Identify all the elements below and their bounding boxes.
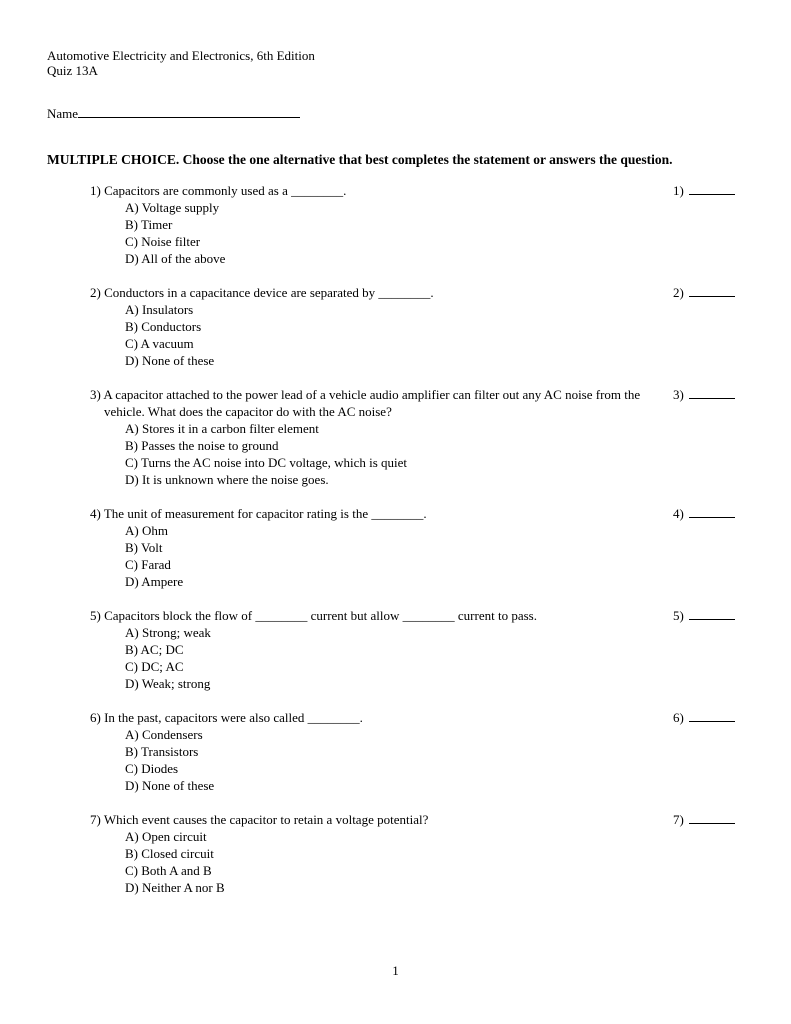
question-text [90,505,663,522]
choices-list [125,522,663,590]
question-body: Capacitors block the flow of ________ current but allow ________ current to pass. [104,608,537,623]
question-text [90,709,663,726]
choice: C) Turns the AC noise into DC voltage, which is quiet [125,455,408,470]
question-text [90,386,663,420]
choice: B) Transistors [125,744,199,759]
answer-blank[interactable] [689,284,735,297]
answer-number: 4) [673,506,684,521]
question-block [90,811,745,896]
question-body: The unit of measurement for capacitor rating is the ________. [103,506,427,521]
choice: C) Farad [125,557,171,572]
answer-number: 2) [673,285,684,300]
answer-area [673,386,745,488]
choice: D) Ampere [125,574,184,589]
answer-blank[interactable] [689,811,735,824]
choice: A) Strong; weak [125,625,211,640]
choice: A) Condensers [125,727,203,742]
choice: D) None of these [125,353,215,368]
question-left [90,607,673,692]
question-left [90,505,673,590]
answer-blank[interactable] [689,386,735,399]
question-block [90,505,745,590]
answer-number: 5) [673,608,684,623]
question-number: 3) [90,387,101,402]
choice: C) Diodes [125,761,179,776]
choices-list [125,420,663,488]
page-number: 1 [392,963,399,978]
choice: C) DC; AC [125,659,184,674]
question-block [90,607,745,692]
choice: A) Insulators [125,302,194,317]
choice: B) Closed circuit [125,846,214,861]
question-body: In the past, capacitors were also called ________. [104,710,363,725]
question-number: 5) [90,608,101,623]
choice: D) All of the above [125,251,226,266]
question-left [90,811,673,896]
question-body: Conductors in a capacitance device are separated by ________. [104,285,434,300]
question-body: A capacitor attached to the power lead of a vehicle audio amplifier can filter out any AC noise from the vehicle. What does the capacitor do with the AC noise? [103,387,641,419]
answer-area [673,505,745,590]
answer-number: 6) [673,710,684,725]
choice: A) Stores it in a carbon filter element [125,421,319,436]
answer-blank[interactable] [689,182,735,195]
question-body: Capacitors are commonly used as a ________. [104,183,347,198]
choice: A) Voltage supply [125,200,220,215]
choice: D) Neither A nor B [125,880,225,895]
question-text [90,607,663,624]
question-text [90,811,663,828]
choice: B) Passes the noise to ground [125,438,279,453]
question-number: 6) [90,710,101,725]
question-left [90,284,673,369]
choice: B) Volt [125,540,163,555]
answer-area [673,811,745,896]
question-left [90,709,673,794]
answer-area [673,607,745,692]
question-block [90,386,745,488]
choice: C) A vacuum [125,336,194,351]
question-text [90,182,663,199]
answer-blank[interactable] [689,505,735,518]
answer-number: 1) [673,183,684,198]
question-text [90,284,663,301]
answer-blank[interactable] [689,709,735,722]
answer-number: 7) [673,812,684,827]
choice: B) Timer [125,217,173,232]
choice: C) Both A and B [125,863,212,878]
answer-area [673,182,745,267]
question-number: 4) [90,506,101,521]
question-block [90,709,745,794]
question-number: 7) [90,812,101,827]
answer-number: 3) [673,387,684,402]
quiz-number: Quiz 13A [47,63,98,78]
choices-list [125,624,663,692]
answer-area [673,284,745,369]
answer-blank[interactable] [689,607,735,620]
choice: D) It is unknown where the noise goes. [125,472,329,487]
document-title: Automotive Electricity and Electronics, 6th Edition [47,48,315,63]
questions-list [47,182,745,896]
choices-list [125,726,663,794]
question-number: 2) [90,285,101,300]
choice: C) Noise filter [125,234,201,249]
choice: D) Weak; strong [125,676,211,691]
choices-list [125,828,663,896]
question-body: Which event causes the capacitor to retain a voltage potential? [103,812,429,827]
choice: A) Ohm [125,523,168,538]
section-instruction: MULTIPLE CHOICE. Choose the one alternative that best completes the statement or answers the question. [47,152,673,167]
choices-list [125,199,663,267]
choices-list [125,301,663,369]
answer-area [673,709,745,794]
question-number: 1) [90,183,101,198]
name-row [47,104,745,121]
choice: B) Conductors [125,319,202,334]
question-left [90,386,673,488]
choice: D) None of these [125,778,215,793]
question-left [90,182,673,267]
question-block [90,284,745,369]
choice: A) Open circuit [125,829,207,844]
choice: B) AC; DC [125,642,184,657]
name-label: Name [47,106,79,121]
question-block [90,182,745,267]
name-blank[interactable] [78,104,300,118]
